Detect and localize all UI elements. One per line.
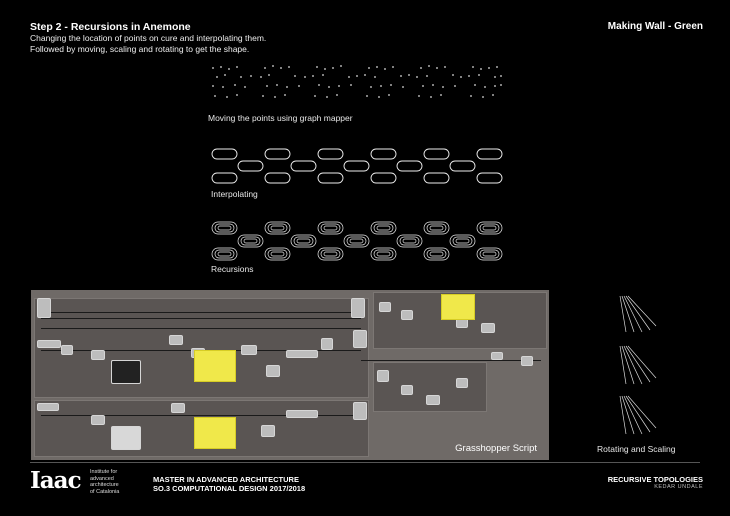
point-row-4: [214, 94, 494, 98]
recursion-group-row-3: [212, 248, 502, 260]
caption-rotating-scaling: Rotating and Scaling: [597, 444, 676, 454]
iaac-logo: Iaac: [30, 467, 81, 494]
wire: [361, 360, 541, 361]
gh-component: [426, 395, 440, 405]
gh-component: [377, 370, 389, 382]
recursion-group-row-2: [238, 235, 475, 247]
description-line-1: Changing the location of points on cure and interpolating them.: [30, 33, 267, 43]
point-row-1: [212, 65, 498, 70]
gh-component: [456, 378, 468, 388]
gh-component: [481, 323, 495, 333]
wire: [41, 312, 361, 313]
description-line-2: Followed by moving, scaling and rotating to get the shape.: [30, 44, 250, 54]
yellow-panel: [194, 417, 236, 449]
gh-component: [521, 356, 533, 366]
gh-component: [353, 330, 367, 348]
gh-component: [37, 403, 59, 411]
footer-divider: [30, 462, 700, 463]
yellow-panel: [441, 294, 475, 320]
grasshopper-canvas: [31, 290, 549, 460]
rotated-fan-2: [620, 346, 656, 384]
project-title: Making Wall - Green: [607, 21, 703, 32]
gh-component: [286, 410, 318, 418]
gh-component: [91, 350, 105, 360]
gh-component: [266, 365, 280, 377]
point-rows: [212, 65, 502, 98]
yellow-panel: [194, 350, 236, 382]
point-row-2: [216, 74, 502, 78]
graph-mapper-upper: [111, 360, 141, 384]
gh-component: [37, 298, 51, 318]
gh-component: [401, 310, 413, 320]
gh-component: [351, 298, 365, 318]
grasshopper-script-label: Grasshopper Script: [455, 443, 537, 454]
wire: [41, 318, 361, 319]
gh-component: [401, 385, 413, 395]
step-description: [30, 33, 266, 55]
points-figure: [205, 60, 505, 105]
rotating-scaling-figure: [612, 292, 662, 442]
program-line-2: SO.3 COMPUTATIONAL DESIGN 2017/2018: [153, 484, 306, 493]
interpolated-loop-row-1: [212, 149, 502, 159]
institute-name: [90, 469, 119, 495]
gh-component: [61, 345, 73, 355]
gh-component: [91, 415, 105, 425]
gh-component: [241, 345, 257, 355]
recursions-figure: [205, 220, 505, 264]
wire: [41, 328, 361, 329]
caption-moving-points: Moving the points using graph mapper: [208, 113, 353, 123]
gh-component: [353, 402, 367, 420]
step-title: Step 2 - Recursions in Anemone: [30, 21, 191, 33]
point-row-3: [212, 84, 502, 88]
institute-line: of Catalonia: [90, 488, 120, 495]
rotated-fan-1: [620, 296, 656, 332]
caption-interpolating: Interpolating: [211, 189, 258, 199]
caption-recursions: Recursions: [211, 264, 254, 274]
course-title: RECURSIVE TOPOLOGIES: [607, 475, 703, 484]
gh-component: [261, 425, 275, 437]
gh-component: [321, 338, 333, 350]
interpolated-figure: [205, 146, 505, 188]
gh-component: [37, 340, 61, 348]
interpolated-loop-row-2: [238, 161, 475, 171]
gh-component: [169, 335, 183, 345]
institute-line: Institute for: [90, 469, 118, 475]
interpolated-loop-row-3: [212, 173, 502, 183]
institute-line: architecture: [90, 482, 119, 488]
gh-component: [171, 403, 185, 413]
recursion-group-row-1: [212, 222, 502, 234]
gh-component: [286, 350, 318, 358]
gh-component: [379, 302, 391, 312]
institute-line: advanced: [90, 475, 114, 482]
gh-component: [491, 352, 503, 360]
graph-mapper-lower: [111, 426, 141, 450]
author-name: KEDAR UNDALE: [654, 484, 703, 490]
rotated-fan-3: [620, 396, 656, 434]
program-line-1: MASTER IN ADVANCED ARCHITECTURE: [153, 475, 299, 484]
